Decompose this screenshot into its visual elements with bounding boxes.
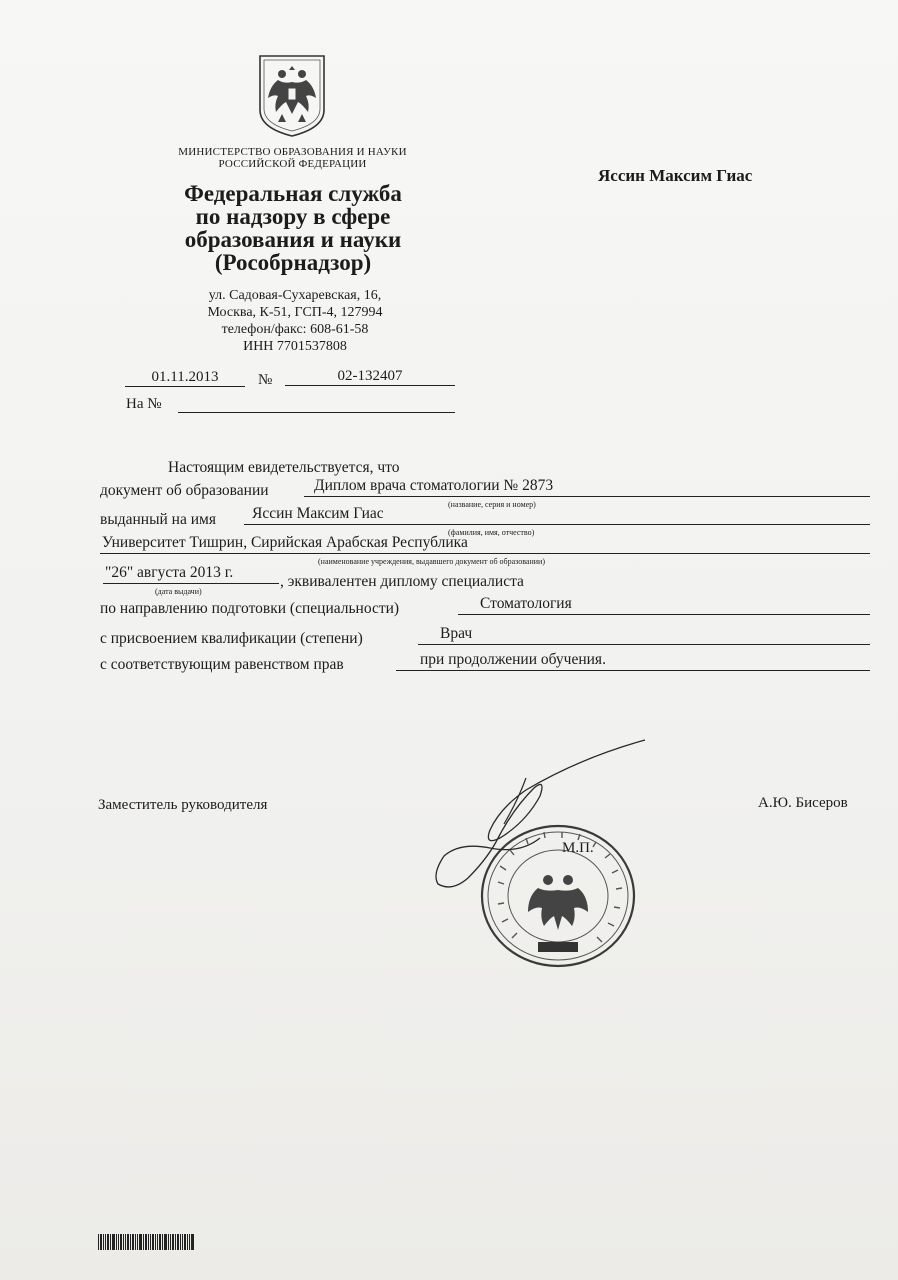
intro-text: Настоящим евидетельствуется, что xyxy=(168,459,400,476)
rights-value-line xyxy=(396,652,870,671)
qualification-label: с присвоением квалификации (степени) xyxy=(100,630,363,647)
qualification-value-line xyxy=(418,626,870,645)
service-line-3: образования и науки xyxy=(184,227,402,252)
rights-label: с соответствующим равенством прав xyxy=(100,656,344,673)
stamp-label: М.П. xyxy=(562,840,594,856)
doc-hint: (название, серия и номер) xyxy=(448,500,536,509)
issued-value-line xyxy=(244,506,870,525)
service-name xyxy=(140,182,446,274)
handwritten-signature xyxy=(430,738,650,898)
issued-label: выданный на имя xyxy=(100,511,216,528)
address-line-2: Москва, К-51, ГСП-4, 127994 xyxy=(207,305,383,320)
specialty-value: Стоматология xyxy=(480,595,572,612)
signatory-title: Заместитель руководителя xyxy=(98,797,268,813)
ministry-name xyxy=(150,146,435,170)
specialty-value-line xyxy=(458,596,870,615)
issued-hint: (фамилия, имя, отчество) xyxy=(448,528,535,537)
address-block xyxy=(180,287,410,355)
specialty-label: по направлению подготовки (специальности) xyxy=(100,600,400,617)
service-line-1: Федеральная служба xyxy=(184,181,402,206)
doc-value: Диплом врача стоматологии № 2873 xyxy=(314,477,554,494)
outgoing-number: 02-132407 xyxy=(285,368,455,386)
institution-hint: (наименование учреждения, выдавшего документ об образовании) xyxy=(318,557,545,566)
qualification-value: Врач xyxy=(440,625,473,642)
doc-value-line xyxy=(304,478,870,497)
service-line-4: (Рособрнадзор) xyxy=(214,250,372,275)
russian-double-headed-eagle-emblem-icon xyxy=(256,52,328,138)
issued-value: Яссин Максим Гиас xyxy=(252,505,384,522)
outgoing-date: 01.11.2013 xyxy=(125,369,245,387)
issue-date-line xyxy=(103,565,279,584)
doc-label: документ об образовании xyxy=(100,482,269,499)
signatory-name: А.Ю. Бисеров xyxy=(758,795,848,811)
institution-value: Университет Тишрин, Сирийская Арабская Республика xyxy=(102,534,468,551)
rights-value: при продолжении обучения. xyxy=(420,651,606,668)
recipient-name: Яссин Максим Гиас xyxy=(598,166,753,185)
reply-label: На № xyxy=(126,396,162,412)
service-line-2: по надзору в сфере xyxy=(195,204,391,229)
equivalent-text: , эквивалентен диплому специалиста xyxy=(280,573,524,590)
ministry-line-1: МИНИСТЕРСТВО ОБРАЗОВАНИЯ И НАУКИ xyxy=(178,146,407,158)
address-line-4: ИНН 7701537808 xyxy=(243,339,347,354)
issue-date-hint: (дата выдачи) xyxy=(155,587,202,596)
reply-number-line xyxy=(178,412,455,413)
address-line-1: ул. Садовая-Сухаревская, 16, xyxy=(208,288,382,303)
barcode-icon xyxy=(98,1234,194,1250)
issue-date: "26" августа 2013 г. xyxy=(105,564,234,581)
institution-value-line xyxy=(100,535,870,554)
address-line-3: телефон/факс: 608-61-58 xyxy=(221,322,369,337)
number-label: № xyxy=(258,372,273,388)
ministry-line-2: РОССИЙСКОЙ ФЕДЕРАЦИИ xyxy=(218,158,367,170)
